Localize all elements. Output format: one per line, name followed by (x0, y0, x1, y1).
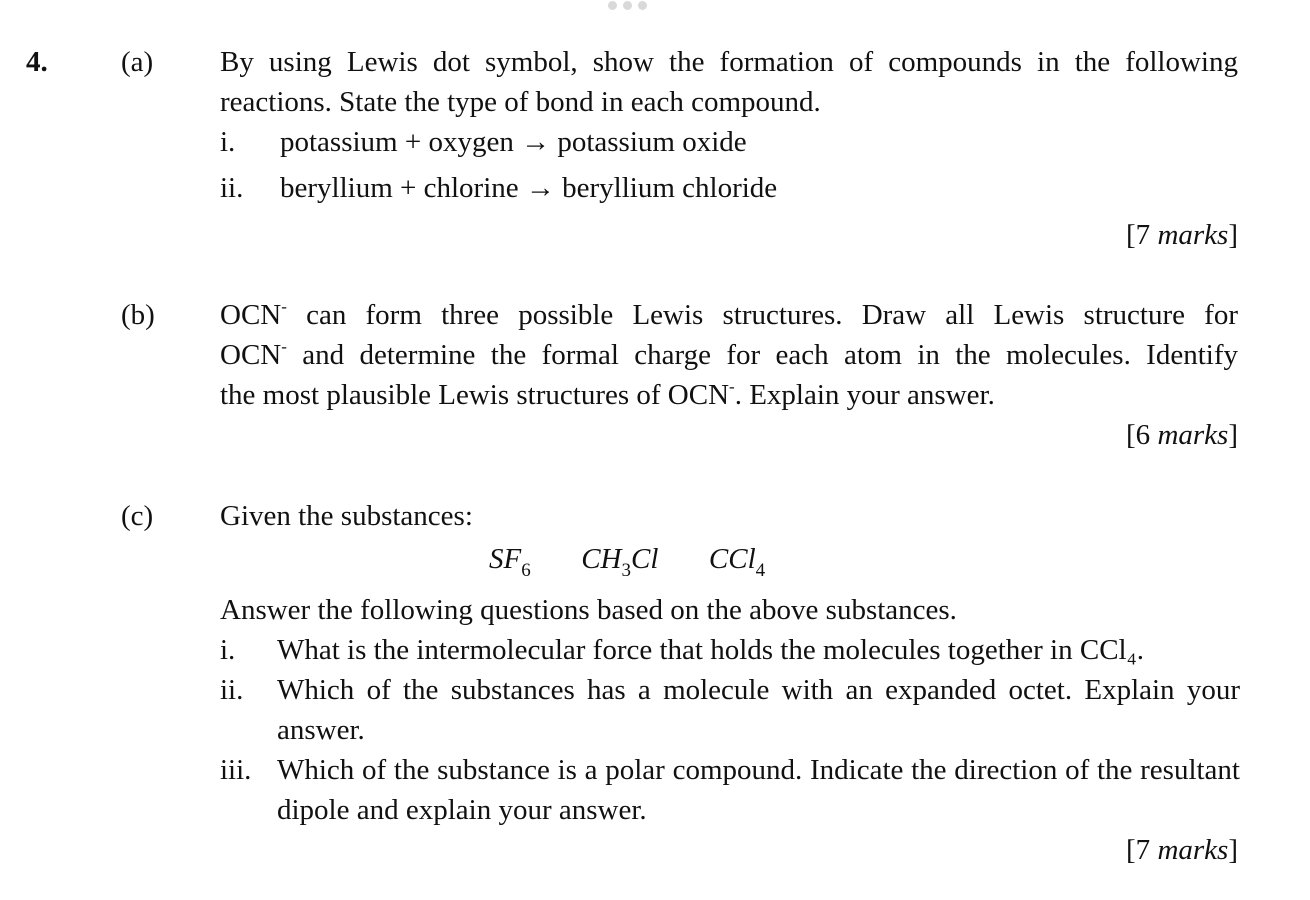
part-c-label: (c) (121, 500, 154, 532)
item-text: Which of the substance is a polar compound. Indicate the direction of the resultant dipole and explain your answer. (277, 754, 1240, 826)
part-b-marks (1126, 421, 1238, 450)
charge-superscript: - (729, 377, 735, 396)
formula-main: CH (581, 543, 622, 575)
text-run: can form three possible Lewis structures. Draw all Lewis structure for (286, 299, 1238, 331)
marks-close: ] (1228, 834, 1238, 866)
marks-open: [6 (1126, 419, 1158, 451)
formula-subscript: 6 (521, 560, 531, 581)
part-b-text (220, 295, 1238, 415)
marks-close: ] (1228, 419, 1238, 451)
part-c-marks (1126, 836, 1238, 865)
part-a-label: (a) (121, 46, 154, 78)
part-b-line-2 (220, 335, 1238, 375)
item-text: Which of the substances has a molecule with an expanded octet. Explain your answer. (277, 674, 1240, 746)
item-number: i. (220, 634, 236, 666)
formula-main: SF (489, 543, 522, 575)
text-run: and determine the formal charge for each atom in the molecules. Identify (286, 339, 1238, 371)
part-b-line-1 (220, 295, 1238, 335)
formula-row (489, 543, 766, 581)
formula-rest: Cl (631, 543, 659, 575)
marks-word: marks (1157, 419, 1229, 451)
drag-dot-icon (608, 1, 617, 10)
formula-main: CCl (708, 543, 756, 575)
part-a-item-2 (220, 174, 1240, 203)
part-a-text: By using Lewis dot symbol, show the formation of compounds in the following reactions. State the type of bond in each compound. (220, 46, 1238, 118)
formula-sf6 (489, 543, 531, 581)
marks-open: [7 (1126, 834, 1158, 866)
window-drag-handle[interactable] (608, 1, 647, 10)
part-c-lead: Answer the following questions based on the above substances. (220, 594, 957, 626)
item-text: potassium + oxygen → potassium oxide (280, 126, 747, 158)
part-c-item-2 (220, 670, 1240, 750)
part-c-intro: Given the substances: (220, 500, 473, 532)
item-text: What is the intermolecular force that holds the molecules together in CCl₄. (277, 634, 1144, 666)
item-number: ii. (220, 172, 244, 204)
formula-subscript: 3 (621, 560, 632, 581)
question-number: 4. (26, 46, 48, 78)
part-b-label: (b) (121, 299, 155, 331)
formula-ccl4 (708, 543, 766, 581)
item-number: ii. (220, 674, 244, 706)
marks-close: ] (1228, 219, 1238, 251)
item-number: iii. (220, 754, 252, 786)
marks-word: marks (1157, 834, 1229, 866)
text-run: . Explain your answer. (734, 379, 995, 411)
marks-open: [7 (1126, 219, 1158, 251)
formula-ch3cl (581, 543, 659, 581)
part-a-item-1 (220, 128, 1240, 157)
part-c-item-1 (220, 630, 1240, 670)
item-number: i. (220, 126, 236, 158)
part-a-marks (1126, 221, 1238, 250)
drag-dot-icon (638, 1, 647, 10)
part-c-item-3 (220, 750, 1240, 830)
formula-subscript: 4 (755, 560, 766, 581)
text-run: OCN (220, 299, 282, 331)
charge-superscript: - (281, 297, 287, 316)
charge-superscript: - (281, 337, 287, 356)
part-b-line-3 (220, 375, 1238, 415)
text-run: the most plausible Lewis structures of OCN (220, 379, 730, 411)
drag-dot-icon (623, 1, 632, 10)
item-text: beryllium + chlorine → beryllium chloride (280, 172, 778, 204)
text-run: OCN (220, 339, 282, 371)
marks-word: marks (1157, 219, 1229, 251)
